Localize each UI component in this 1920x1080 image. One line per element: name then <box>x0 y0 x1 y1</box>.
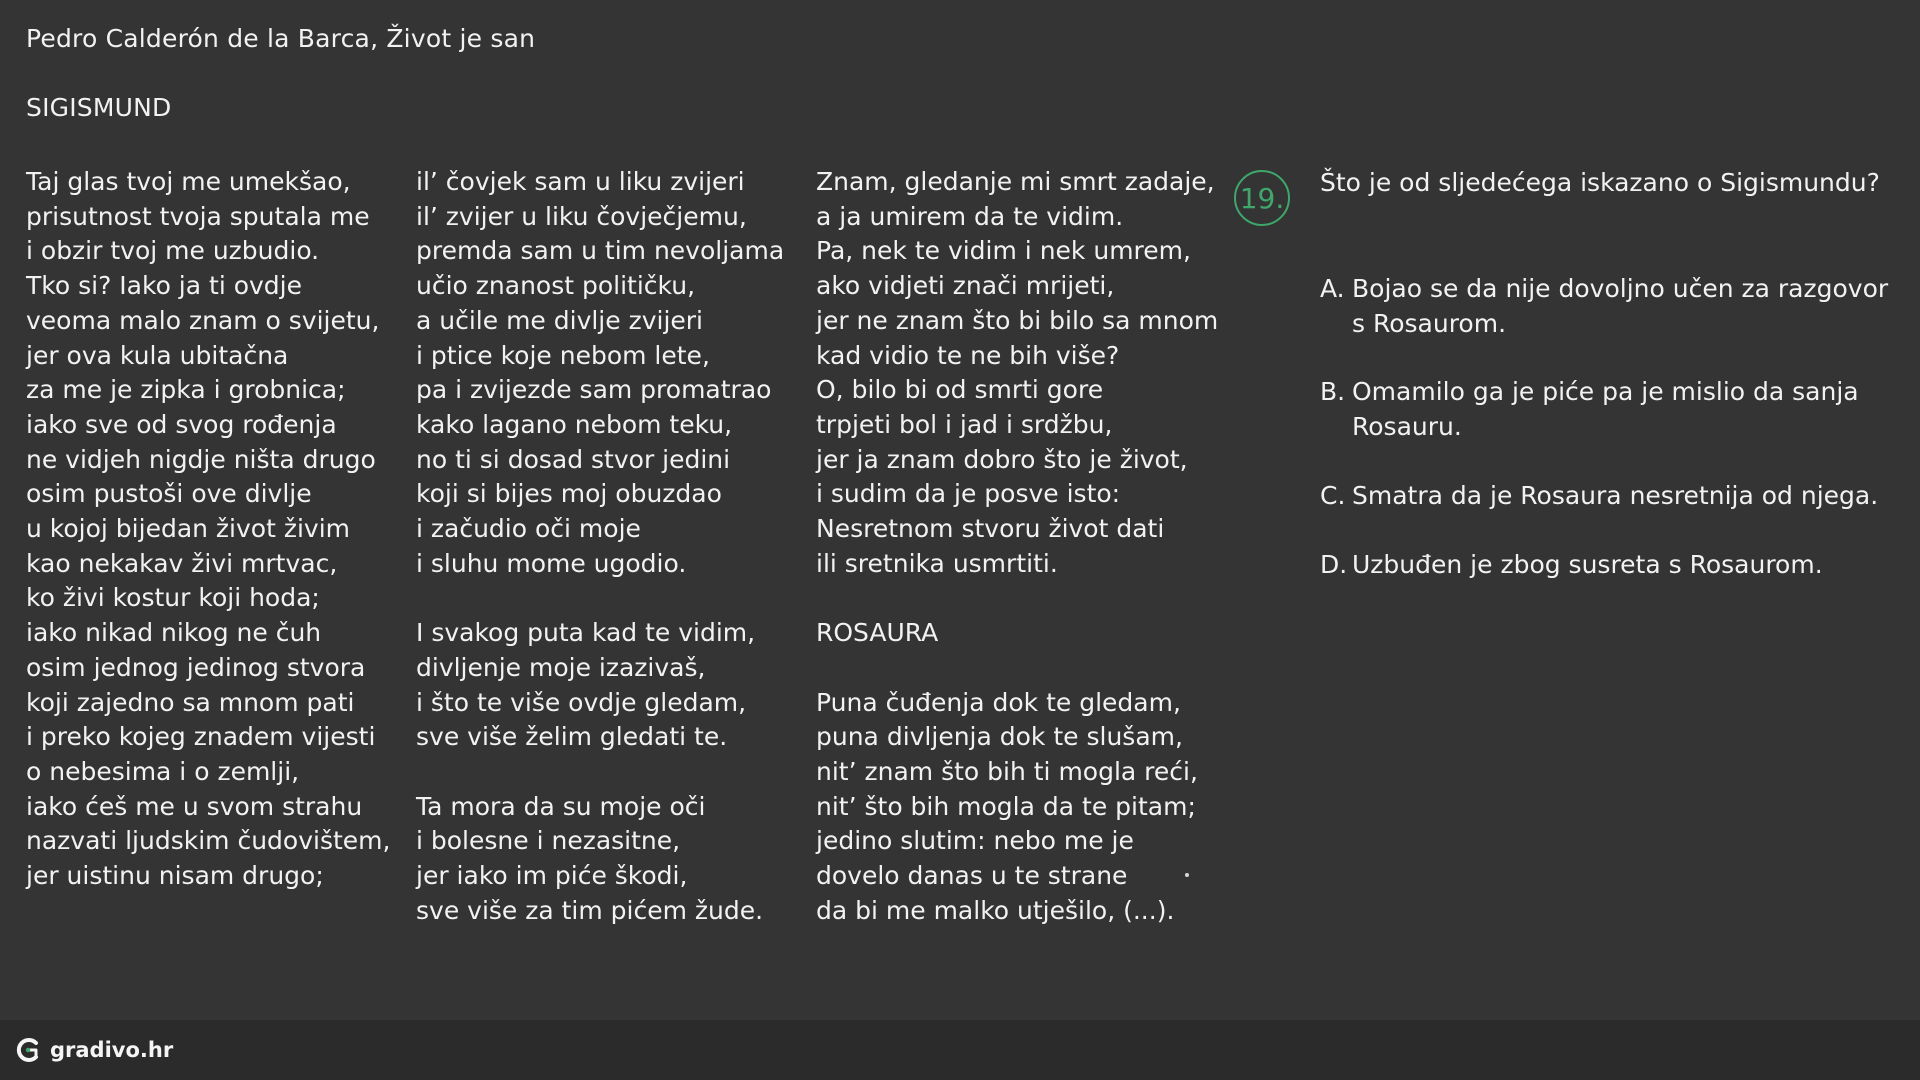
poem-line: Znam, gledanje mi smrt zadaje, <box>816 167 1215 196</box>
poem-line: koji zajedno sa mnom pati <box>26 687 355 717</box>
poem-line: Nesretnom stvoru život dati <box>816 514 1165 544</box>
poem-line: kako lagano nebom teku, <box>416 409 733 439</box>
poem-line: Taj glas tvoj me umekšao, <box>26 167 351 196</box>
poem-line: iako ćeš me u svom strahu <box>26 791 363 821</box>
poem-line: ili sretnika usmrtiti. <box>816 548 1058 578</box>
stanza-gap <box>816 581 1218 616</box>
option-letter: C. <box>1320 480 1346 510</box>
poem-line: i začudio oči moje <box>416 514 641 544</box>
poem-line: učio znanost političku, <box>416 271 696 301</box>
poem-line: ne vidjeh nigdje ništa drugo <box>26 444 376 474</box>
poem-line: a ja umirem da te vidim. <box>816 201 1124 231</box>
poem-line: dovelo danas u te strane <box>816 861 1128 891</box>
poem-line: Tko si? Iako ja ti ovdje <box>26 271 303 301</box>
poem-line: il’ zvijer u liku čovječjemu, <box>416 201 747 231</box>
poem-line: nazvati ljudskim čudovištem, <box>26 826 391 856</box>
poem-line: prisutnost tvoja sputala me <box>26 201 370 231</box>
poem-line: iako nikad nikog ne čuh <box>26 618 322 648</box>
poem-line: Pa, nek te vidim i nek umrem, <box>816 236 1191 266</box>
poem-line: jer ja znam dobro što je život, <box>816 444 1188 474</box>
gradivo-logo-icon <box>14 1036 42 1064</box>
poem-line: O, bilo bi od smrti gore <box>816 375 1104 405</box>
poem-line: sve više za tim pićem žude. <box>416 895 764 925</box>
poem-line: o nebesima i o zemlji, <box>26 756 300 786</box>
option-text: Uzbuđen je zbog susreta s Rosaurom. <box>1352 549 1823 579</box>
option-letter: A. <box>1320 274 1345 303</box>
poem-line: za me je zipka i grobnica; <box>26 375 346 405</box>
poem-line: I svakog puta kad te vidim, <box>416 618 756 648</box>
poem-line: divljenje moje izazivaš, <box>416 652 706 682</box>
poem-line: ako vidjeti znači mrijeti, <box>816 271 1115 301</box>
poem-column-2 <box>416 165 784 928</box>
question-text: Što je od sljedećega iskazano o Sigismundu? <box>1320 168 1880 197</box>
poem-line: kao nekakav živi mrtvac, <box>26 548 338 578</box>
option-text: Omamilo ga je piće pa je mislio da sanja Rosauru. <box>1352 377 1859 442</box>
option-letter: D. <box>1320 549 1348 579</box>
option-text: Bojao se da nije dovoljno učen za razgovor s Rosaurom. <box>1352 274 1889 338</box>
option-text: Smatra da je Rosaura nesretnija od njega. <box>1352 480 1879 510</box>
poem-line: veoma malo znam o svijetu, <box>26 305 380 335</box>
poem-line: premda sam u tim nevoljama <box>416 236 785 266</box>
poem-column-1 <box>26 165 390 894</box>
speaker-name-rosaura: ROSAURA <box>816 618 939 648</box>
poem-line: no ti si dosad stvor jedini <box>416 444 731 474</box>
poem-line: i bolesne i nezasitne, <box>416 826 681 856</box>
poem-line: Ta mora da su moje oči <box>416 791 706 821</box>
poem-line: sve više želim gledati te. <box>416 722 728 752</box>
poem-line: i što te više ovdje gledam, <box>416 687 747 717</box>
brand-link[interactable] <box>14 1036 173 1064</box>
answer-option-d[interactable] <box>1320 548 1900 583</box>
poem-line: puna divljenja dok te slušam, <box>816 722 1183 752</box>
poem-line: da bi me malko utješilo, (...). <box>816 895 1175 925</box>
speaker-name: SIGISMUND <box>26 93 172 122</box>
poem-line: trpjeti bol i jad i srdžbu, <box>816 409 1113 439</box>
poem-line: i ptice koje nebom lete, <box>416 340 710 370</box>
poem-line: nit’ što bih mogla da te pitam; <box>816 791 1196 821</box>
poem-line: pa i zvijezde sam promatrao <box>416 375 772 405</box>
stanza-gap <box>816 651 1218 686</box>
question-number-badge: 19. <box>1234 170 1290 226</box>
footer-bar <box>0 1020 1920 1080</box>
brand-name: gradivo.hr <box>50 1038 174 1062</box>
stanza-gap <box>416 755 784 790</box>
poem-line: osim pustoši ove divlje <box>26 479 312 509</box>
poem-line: i sluhu mome ugodio. <box>416 548 687 578</box>
poem-line: i preko kojeg znadem vijesti <box>26 722 376 752</box>
poem-line: nit’ znam što bih ti mogla reći, <box>816 756 1198 786</box>
poem-line: jer ova kula ubitačna <box>26 340 289 370</box>
poem-line: jedino slutim: nebo me je <box>816 826 1134 856</box>
poem-line: Puna čuđenja dok te gledam, <box>816 687 1181 717</box>
poem-line: ko živi kostur koji hoda; <box>26 583 320 613</box>
poem-column-3 <box>816 165 1218 928</box>
answer-option-b[interactable] <box>1320 375 1900 444</box>
work-title: Pedro Calderón de la Barca, Život je san <box>26 24 536 53</box>
mouse-cursor-dot <box>1185 873 1189 877</box>
answer-options <box>1320 272 1900 616</box>
poem-line: jer iako im piće škodi, <box>416 861 688 891</box>
answer-option-c[interactable] <box>1320 479 1900 514</box>
poem-line: a učile me divlje zvijeri <box>416 305 703 335</box>
poem-line: u kojoj bijedan život živim <box>26 514 350 544</box>
option-letter: B. <box>1320 377 1346 407</box>
poem-line: koji si bijes moj obuzdao <box>416 479 722 509</box>
poem-line: i sudim da je posve isto: <box>816 479 1121 509</box>
poem-line: iako sve od svog rođenja <box>26 409 337 439</box>
poem-line: il’ čovjek sam u liku zvijeri <box>416 167 745 196</box>
stanza-gap <box>416 581 784 616</box>
poem-line: i obzir tvoj me uzbudio. <box>26 236 320 266</box>
poem-line: osim jednog jedinog stvora <box>26 652 366 682</box>
poem-line: jer uistinu nisam drugo; <box>26 861 324 891</box>
poem-line: kad vidio te ne bih više? <box>816 340 1120 370</box>
answer-option-a[interactable] <box>1320 272 1900 341</box>
poem-line: jer ne znam što bi bilo sa mnom <box>816 305 1219 335</box>
